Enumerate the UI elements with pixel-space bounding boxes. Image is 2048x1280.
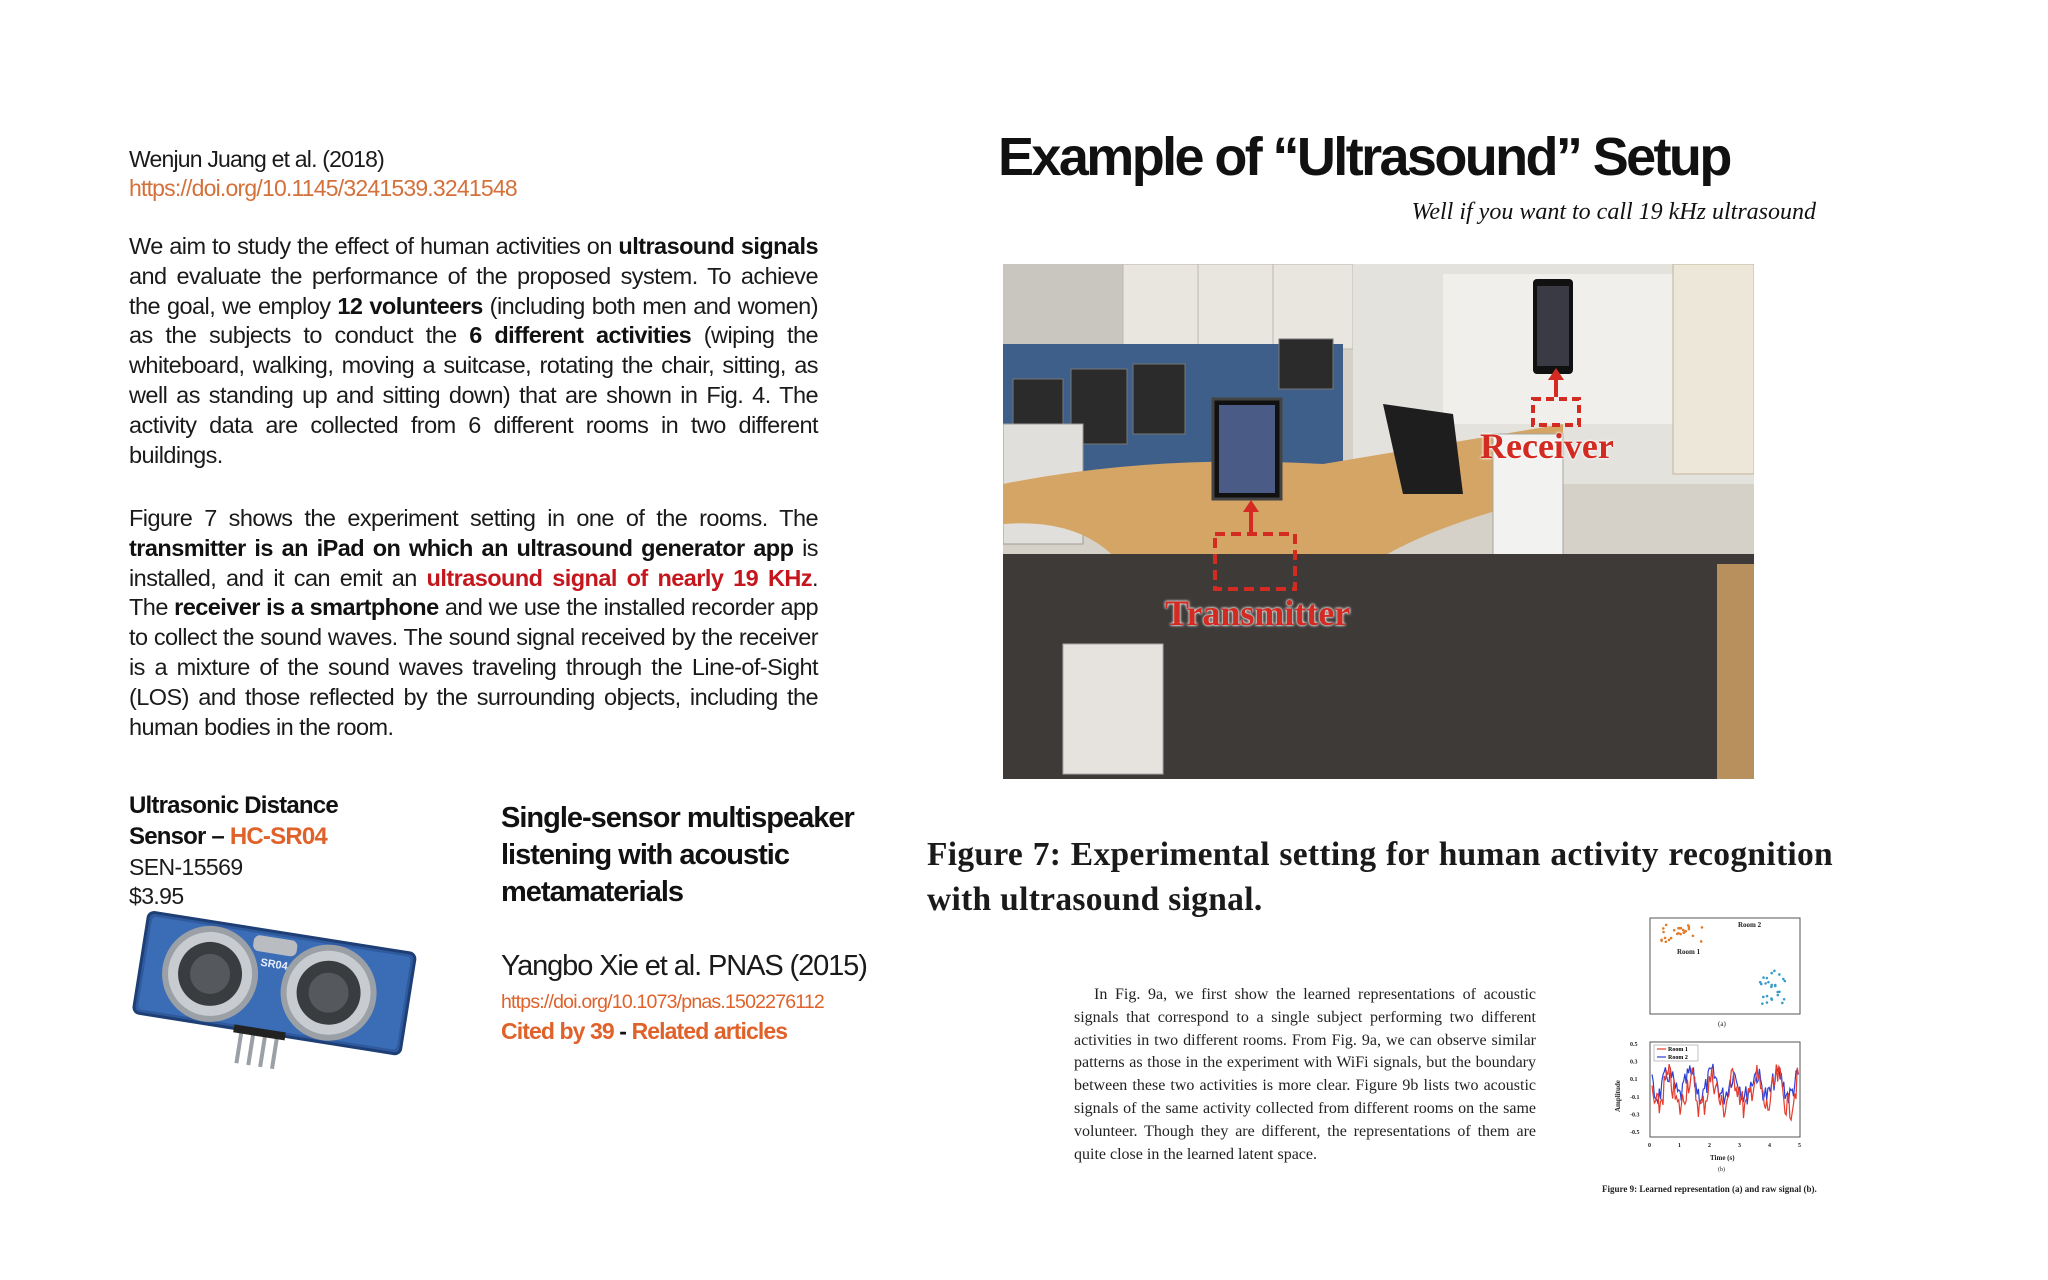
sensor-sku: SEN-15569	[129, 854, 243, 880]
sensor-model-link[interactable]: HC-SR04	[229, 823, 327, 850]
legend-room1: Room 1	[1668, 1047, 1688, 1053]
scatter-point	[1784, 980, 1787, 983]
sensor-board-label: SR04	[259, 956, 289, 973]
scatter-point	[1678, 927, 1681, 930]
y-tick-label: -0.5	[1630, 1130, 1640, 1136]
learned-representation-figure	[1600, 912, 1840, 1202]
scatter-point	[1770, 984, 1773, 987]
paper-doi-link[interactable]: https://doi.org/10.1073/pnas.1502276112	[501, 991, 824, 1013]
y-tick-labels	[1630, 1042, 1640, 1136]
paper-title: Single-sensor multispeaker listening with acoustic metamaterials	[501, 802, 854, 908]
x-axis-label: Time (s)	[1710, 1154, 1735, 1162]
slide-title: Example of “Ultrasound” Setup	[998, 127, 1730, 187]
scatter-point	[1771, 998, 1774, 1001]
slide-subtitle: Well if you want to call 19 kHz ultrasound	[1411, 199, 1816, 225]
scatter-point	[1766, 1001, 1769, 1004]
scatter-point	[1684, 930, 1687, 933]
scatter-point	[1761, 1002, 1764, 1005]
x-tick-label: 4	[1768, 1143, 1771, 1149]
cited-by-link[interactable]: Cited by 39	[501, 1018, 614, 1044]
sensor-price: $3.95	[129, 883, 184, 909]
office-setup-photo	[1003, 264, 1754, 779]
y-tick-label: -0.1	[1630, 1094, 1640, 1101]
y-tick-label: 0.3	[1630, 1059, 1638, 1066]
mini-figure-caption: Figure 9: Learned representation (a) and raw signal (b).	[1602, 1184, 1817, 1194]
subfigure-a-label: (a)	[1718, 1020, 1726, 1028]
y-axis-label: Amplitude	[1614, 1080, 1622, 1112]
scatter-point	[1762, 996, 1765, 999]
scatter-point	[1670, 937, 1673, 940]
paper-authors: Yangbo Xie et al. PNAS (2015)	[501, 950, 867, 982]
x-tick-label: 5	[1798, 1143, 1801, 1149]
x-tick-label: 1	[1678, 1143, 1681, 1149]
scatter-point	[1766, 977, 1769, 980]
scatter-point	[1764, 982, 1767, 985]
paper-excerpt: In Fig. 9a, we first show the learned representations of acoustic signals that correspond to a single subject performing two different activities in two different rooms. From Fig. 9a, we can observe similar patterns as those in the experiment with WiFi signals, but the boundary between these two activities is more clear. Figure 9b lists two acoustic signals of the same activity collected from different rooms on the same volunteer. Though they are different, the representations of them are quite close in the learned latent space.	[1074, 986, 1536, 1163]
scatter-point	[1668, 939, 1671, 942]
scatter-point	[1701, 926, 1704, 929]
scatter-point	[1692, 934, 1695, 937]
y-tick-label: 0.1	[1630, 1077, 1638, 1084]
scatter-point	[1762, 976, 1765, 979]
scatter-point	[1759, 981, 1762, 984]
related-articles-link[interactable]: Related articles	[631, 1018, 788, 1044]
scatter-point	[1782, 978, 1785, 981]
scatter-point	[1682, 929, 1685, 932]
scatter-point	[1688, 926, 1691, 929]
x-tick-labels	[1648, 1143, 1801, 1149]
x-tick-label: 2	[1708, 1143, 1711, 1149]
legend-room2: Room 2	[1668, 1055, 1688, 1061]
paper-citations: Cited by 39 - Related articles	[501, 1018, 788, 1044]
room1-annotation: Room 1	[1677, 948, 1701, 956]
scatter-point	[1688, 928, 1691, 931]
citation-doi-link[interactable]: https://doi.org/10.1145/3241539.3241548	[129, 175, 517, 201]
paragraph-setup-description: Figure 7 shows the experiment setting in one of the rooms. The transmitter is an iPad on which an ultrasound generator app is installed, and it can emit an ultrasound signal of nearly 19 KHz. The receiver is a smartphone and we use the installed recorder app to collect the sound waves. The sound signal received by the receiver is a mixture of the sound waves traveling through the Line-of-Sight (LOS) and those reflected by the surrounding objects, including the human bodies in the room.	[129, 505, 819, 740]
scatter-point	[1766, 995, 1769, 998]
scatter-point	[1673, 929, 1676, 932]
scatter-point	[1664, 937, 1667, 940]
scatter-point	[1778, 973, 1781, 976]
scatter-point	[1665, 924, 1668, 927]
scatter-point	[1774, 985, 1777, 988]
scatter-point	[1662, 931, 1665, 934]
scatter-point	[1662, 927, 1665, 930]
scatter-point	[1676, 933, 1679, 936]
scatter-point	[1770, 972, 1773, 975]
paragraph-study-description: We aim to study the effect of human activities on ultrasound signals and evaluate the performance of the proposed system. To achieve the goal, we employ 12 volunteers (including both men and women) as the subjects to conduct the 6 different activities (wiping the whiteboard, walking, moving a suitcase, rotating the chair, sitting, as well as standing up and sitting down) that are shown in Fig. 4. The activity data are collected from 6 different rooms in two different buildings.	[129, 233, 818, 468]
scatter-point	[1781, 1002, 1784, 1005]
sensor-product-name: Ultrasonic Distance Sensor – HC-SR04	[129, 792, 338, 850]
x-tick-label: 3	[1738, 1143, 1741, 1149]
room2-annotation: Room 2	[1738, 921, 1762, 929]
figure-caption: Figure 7: Experimental setting for human activity recognition with ultrasound signal.	[927, 836, 1833, 918]
ultrasonic-sensor-image	[128, 902, 418, 1088]
x-tick-label: 0	[1648, 1143, 1651, 1149]
citation-author: Wenjun Juang et al. (2018)	[129, 146, 384, 172]
y-tick-label: 0.5	[1630, 1042, 1638, 1048]
scatter-point	[1665, 940, 1668, 943]
subfigure-b-label: (b)	[1718, 1167, 1725, 1173]
scatter-point	[1700, 940, 1703, 943]
y-tick-label: -0.3	[1630, 1112, 1640, 1119]
scatter-point	[1778, 990, 1781, 993]
scatter-point	[1777, 994, 1780, 997]
scatter-point	[1773, 970, 1776, 973]
scatter-point	[1783, 998, 1786, 1001]
transmitter-label: Transmitter	[1165, 593, 1351, 633]
receiver-label: Receiver	[1480, 426, 1614, 466]
scatter-point	[1767, 981, 1770, 984]
scatter-point	[1660, 939, 1663, 942]
